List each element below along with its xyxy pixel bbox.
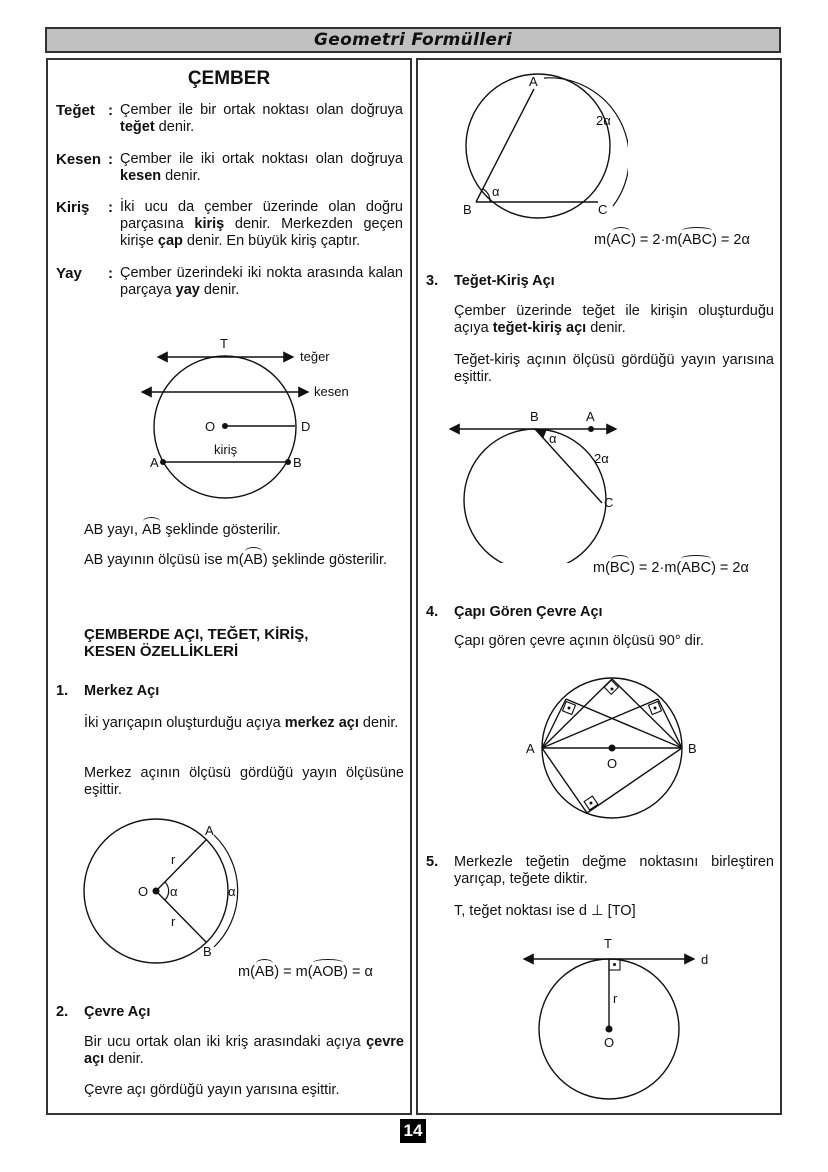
- svg-text:B: B: [203, 944, 212, 959]
- svg-text:α: α: [170, 884, 178, 899]
- page-title: Geometri Formülleri: [314, 30, 512, 50]
- page-number: 14: [400, 1119, 426, 1143]
- teget-kiris-formula: m(BC) = 2·m(ABC) = 2α: [593, 560, 749, 576]
- merkez-aci-formula: m(AB) = m(AOB) = α: [238, 964, 373, 980]
- svg-text:T: T: [220, 336, 228, 351]
- svg-text:C: C: [598, 202, 608, 217]
- merkez-aci-rule: Merkez açının ölçüsü gördüğü yayın ölçüsüne eşittir.: [84, 765, 404, 798]
- item-title-merkez-aci: Merkez Açı: [84, 683, 160, 699]
- item-number: 4.: [426, 604, 439, 620]
- svg-text:T: T: [604, 936, 612, 951]
- definition-text: Çember ile bir ortak noktası olan doğruya teğet denir.: [120, 102, 403, 135]
- svg-text:A: A: [526, 741, 535, 756]
- svg-text:α: α: [549, 431, 557, 446]
- svg-text:B: B: [688, 741, 697, 756]
- svg-text:C: C: [604, 495, 614, 510]
- item-number: 3.: [426, 273, 439, 289]
- tangent-radius-diagram: [518, 930, 718, 1105]
- svg-text:r: r: [171, 914, 176, 929]
- term-label: Kesen: [56, 151, 102, 168]
- svg-text:O: O: [604, 1035, 615, 1050]
- svg-text:B: B: [293, 455, 302, 470]
- item-title-cevre-aci: Çevre Açı: [84, 1004, 151, 1020]
- term-colon: :: [108, 102, 113, 119]
- svg-text:teğer: teğer: [300, 349, 330, 364]
- svg-text:B: B: [463, 202, 472, 217]
- tangent-chord-angle-diagram: [446, 403, 626, 563]
- svg-text:B: B: [530, 409, 539, 424]
- section-title-cember: ÇEMBER: [187, 68, 271, 89]
- teget-kiris-rule: Teğet-kiriş açının ölçüsü gördüğü yayın yarısına eşittir.: [454, 352, 774, 385]
- diameter-right-angle-diagram: [518, 670, 718, 830]
- svg-text:kesen: kesen: [314, 384, 349, 399]
- svg-text:α: α: [228, 884, 236, 899]
- term-colon: :: [108, 151, 113, 168]
- svg-text:A: A: [586, 409, 595, 424]
- svg-text:D: D: [301, 419, 311, 434]
- cevre-aci-definition: Bir ucu ortak olan iki kriş arasındaki açıya çevre açı denir.: [84, 1034, 404, 1067]
- tangent-radius-rule: Merkezle teğetin değme noktasını birleştiren yarıçap, teğete diktir.: [454, 854, 774, 887]
- item-number: 2.: [56, 1004, 69, 1020]
- inscribed-angle-diagram: [458, 70, 628, 230]
- term-label: Teğet: [56, 102, 95, 119]
- item-title-capi-goren: Çapı Gören Çevre Açı: [454, 604, 603, 620]
- svg-text:r: r: [613, 991, 618, 1006]
- svg-text:A: A: [205, 823, 214, 838]
- svg-text:O: O: [205, 419, 216, 434]
- right-column: [416, 58, 782, 1115]
- svg-text:O: O: [607, 756, 618, 771]
- svg-text:A: A: [150, 455, 159, 470]
- page-header: [45, 27, 781, 53]
- svg-text:2α: 2α: [594, 451, 609, 466]
- svg-text:α: α: [492, 184, 500, 199]
- item-number: 1.: [56, 683, 69, 699]
- definition-text: Çember ile iki ortak noktası olan doğruya kesen denir.: [120, 151, 403, 184]
- item-number: 5.: [426, 854, 439, 870]
- arc-notation-note: AB yayı, AB şeklinde gösterilir.: [84, 522, 281, 538]
- term-label: Kiriş: [56, 199, 90, 216]
- capi-goren-rule: Çapı gören çevre açının ölçüsü 90° dir.: [454, 633, 705, 649]
- svg-text:d: d: [701, 952, 709, 967]
- svg-text:r: r: [171, 852, 176, 867]
- svg-text:kiriş: kiriş: [214, 442, 238, 457]
- tangent-perpendicular-note: T, teğet noktası ise d ⊥ [TO]: [454, 903, 636, 919]
- svg-text:A: A: [529, 74, 538, 89]
- arc-measure-note: AB yayının ölçüsü ise m(AB) şeklinde gösterilir.: [84, 552, 388, 568]
- merkez-aci-definition: İki yarıçapın oluşturduğu açıya merkez açı denir.: [84, 715, 399, 731]
- central-angle-diagram: [78, 818, 258, 968]
- term-colon: :: [108, 265, 113, 282]
- left-column: [46, 58, 412, 1115]
- teget-kiris-definition: Çember üzerinde teğet ile kirişin oluşturduğu açıya teğet-kiriş açı denir.: [454, 303, 774, 336]
- definition-text: İki ucu da çember üzerinde olan doğru parçasına kiriş denir. Merkezden geçen kirişe çap denir. En büyük kiriş çaptır.: [120, 199, 403, 249]
- definition-text: Çember üzerindeki iki nokta arasında kalan parçaya yay denir.: [120, 265, 403, 298]
- section-heading: ÇEMBERDE AÇI, TEĞET, KİRİŞ, KESEN ÖZELLİKLERİ: [84, 626, 309, 660]
- item-title-teget-kiris-aci: Teğet-Kiriş Açı: [454, 273, 555, 289]
- circle-elements-diagram: [128, 328, 368, 518]
- cevre-aci-formula: m(AC) = 2·m(ABC) = 2α: [594, 232, 750, 248]
- svg-text:O: O: [138, 884, 149, 899]
- svg-text:2α: 2α: [596, 113, 611, 128]
- term-label: Yay: [56, 265, 82, 282]
- term-colon: :: [108, 199, 113, 216]
- cevre-aci-rule: Çevre açı gördüğü yayın yarısına eşittir.: [84, 1082, 340, 1098]
